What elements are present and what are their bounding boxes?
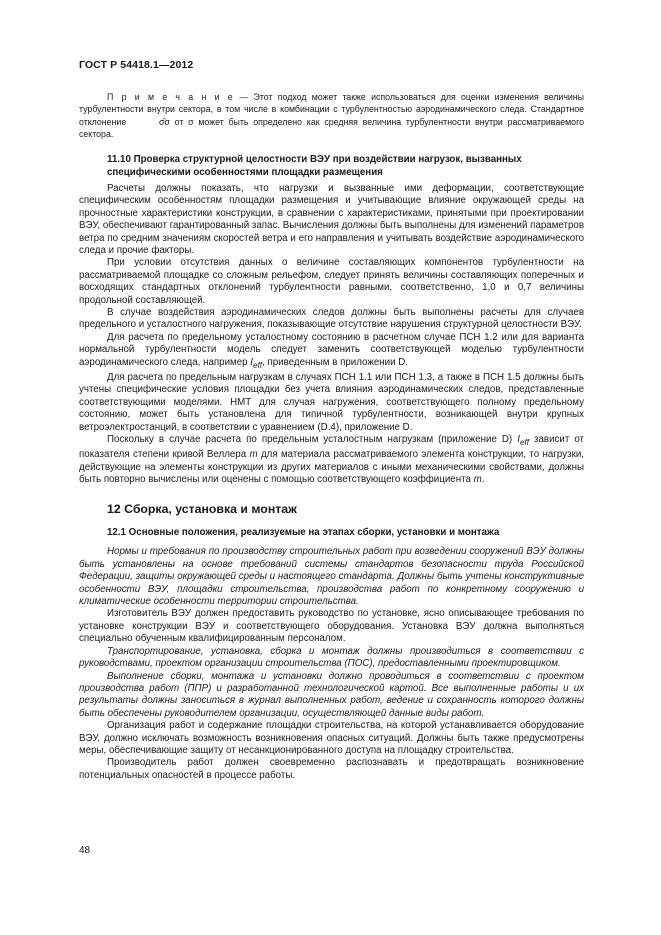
- i-eff-subscript: eff: [519, 438, 529, 447]
- sigma-hat-symbol: σ̂σ: [159, 116, 170, 127]
- section-11-10-title-line1: 11.10 Проверка структурной целостности ВЭУ при воздействии нагрузок, вызванных: [107, 154, 522, 166]
- paragraph: Организация работ и содержание площадки строительства, на которой устанавливается оборудование ВЭУ, должно исключать возможность возникновения опасных ситуаций. Должны быть также предусмотрены меры, обеспечивающие защиту от несанкционированного доступа на площадку строительства.: [79, 720, 584, 756]
- section-12-1-title: 12.1 Основные положения, реализуемые на этапах сборки, установки и монтажа: [107, 527, 500, 539]
- paragraph: [79, 332, 584, 372]
- note-text: — Этот подход может также использоваться для оценки изменения величины турбулентности внутри сектора, в том числе в комбинации с турбулентностью аэродинамического следа. Стандартное отклонение: [79, 92, 584, 127]
- note-tail: от σ может быть определено как средняя величина турбулентности внутри рассматриваемого сектора.: [79, 116, 584, 139]
- paragraph: [79, 434, 584, 487]
- paragraph: В случае воздействия аэродинамических следов должны быть выполнены расчеты для случаев предельного и усталостного нагружения, показывающие отсутствие нарушения структурной целостности ВЭУ.: [79, 307, 584, 331]
- i-eff-symbol: I: [250, 356, 254, 368]
- i-eff-subscript: eff: [253, 360, 263, 370]
- paragraph: Изготовитель ВЭУ должен предоставить руководство по установке, ясно описывающее требования по установке конструкции ВЭУ и соответствующего оборудования. Установка ВЭУ должна выполняться специально обученным квалифицированным персоналом.: [79, 608, 584, 645]
- paragraph: При условии отсутствия данных о величине составляющих компонентов турбулентности на рассматриваемой площадке со сложным рельефом, следует принять величины составляющих поперечных и восходящих стандартных отклонений турбулентности равными, соответственно, 1,0 и 0,7 величины продольной составляющей.: [79, 257, 584, 306]
- paragraph-text: .: [481, 474, 485, 486]
- paragraph-text: Поскольку в случае расчета по предельным усталостным нагрузкам (приложение D): [107, 434, 518, 446]
- m-symbol: m: [473, 474, 482, 486]
- paragraph: Нормы и требования по производству строительных работ при возведении сооружений ВЭУ должны быть установлены на основе требований системы стандартов безопасности труда Российской Федерации, защиты окружающей среды и настоящего стандарта. Должны быть учтены конструктивные особенности ВЭУ, площадки строительства, производства работ по конкретному сооружению и климатические особенности территории строительства.: [79, 546, 584, 608]
- section-11-10-title: [79, 154, 584, 179]
- paragraph: Производитель работ должен своевременно распознавать и предотвращать возникновение потенциальных опасностей в процессе работы.: [79, 757, 584, 781]
- paragraph: Транспортирование, установка, сборка и монтаж должны производиться в соответствии с руководствами, проектом организации строительства (ПОС), предоставленными проектировщиком.: [79, 645, 584, 670]
- paragraph: Выполнение сборки, монтажа и установки должно проводиться в соответствии с проектом производства работ (ППР) и разработанной технологической картой. Все выполненные работы и их результаты должны заноситься в журнал выполненных работ, ведение и сохранность которого должны быть обеспечены руководителем организации, осуществляющей данные виды работ.: [79, 670, 584, 719]
- paragraph-text: для материала рассматриваемого элемента конструкции, то нагрузки, действующие на элементы конструкции из других материалов с иными механическими свойствами, должны быть повторно вычислены или оценены с помощью соответствующего коэффициента: [79, 449, 584, 486]
- page-number: 48: [79, 845, 91, 856]
- note-paragraph: [79, 91, 584, 140]
- section-11-10-title-line2: специфическими особенностями площадки размещения: [107, 166, 383, 178]
- paragraph-text: зависит от показателя степени кривой Веллера: [79, 434, 584, 461]
- standard-header: ГОСТ Р 54418.1—2012: [79, 59, 194, 71]
- paragraph-text: , приведенным в приложении D.: [262, 356, 409, 368]
- paragraph: Для расчета по предельным нагрузкам в случаях ПСН 1.1 или ПСН 1.3, а также в ПСН 1.5 должны быть учтены специфические условия площадки без учета влияния аэродинамических следов, представленные соответствующими моделями. НМТ для случая нагружения, соответствующего полному предельному состоянию, может быть установлена для типичной турбулентности, возникающей внутри крупных ветроэлектростанций, в соответствии с уравнением (D.4), приложение D.: [79, 372, 584, 433]
- note-label: П р и м е ч а н и е: [107, 92, 235, 102]
- section-12-title: 12 Сборка, установка и монтаж: [107, 501, 297, 516]
- m-symbol: m: [249, 449, 258, 461]
- page-content: [79, 91, 584, 782]
- i-eff-symbol: I: [517, 434, 520, 446]
- paragraph: Расчеты должны показать, что нагрузки и вызванные ими деформации, соответствующие специфическим особенностям площадки размещения и учитывающие влияние окружающей среды на прочностные характеристики конструкции, в сравнении с характеристиками, принятыми при проектировании ВЭУ, обеспечивают гарантированный запас. Вычисления должны быть выполнены для изменений параметров ветра по средним значениям скоростей ветра и его направления и учитывать воздействие аэродинамического следа и прочие факторы.: [79, 183, 584, 257]
- paragraph-text: Для расчета по предельному усталостному состоянию в расчетном случае ПСН 1.2 или для варианта нормальной турбулентности модель следует заменить соответствующей моделью турбулентности аэродинамического следа, например: [79, 331, 584, 368]
